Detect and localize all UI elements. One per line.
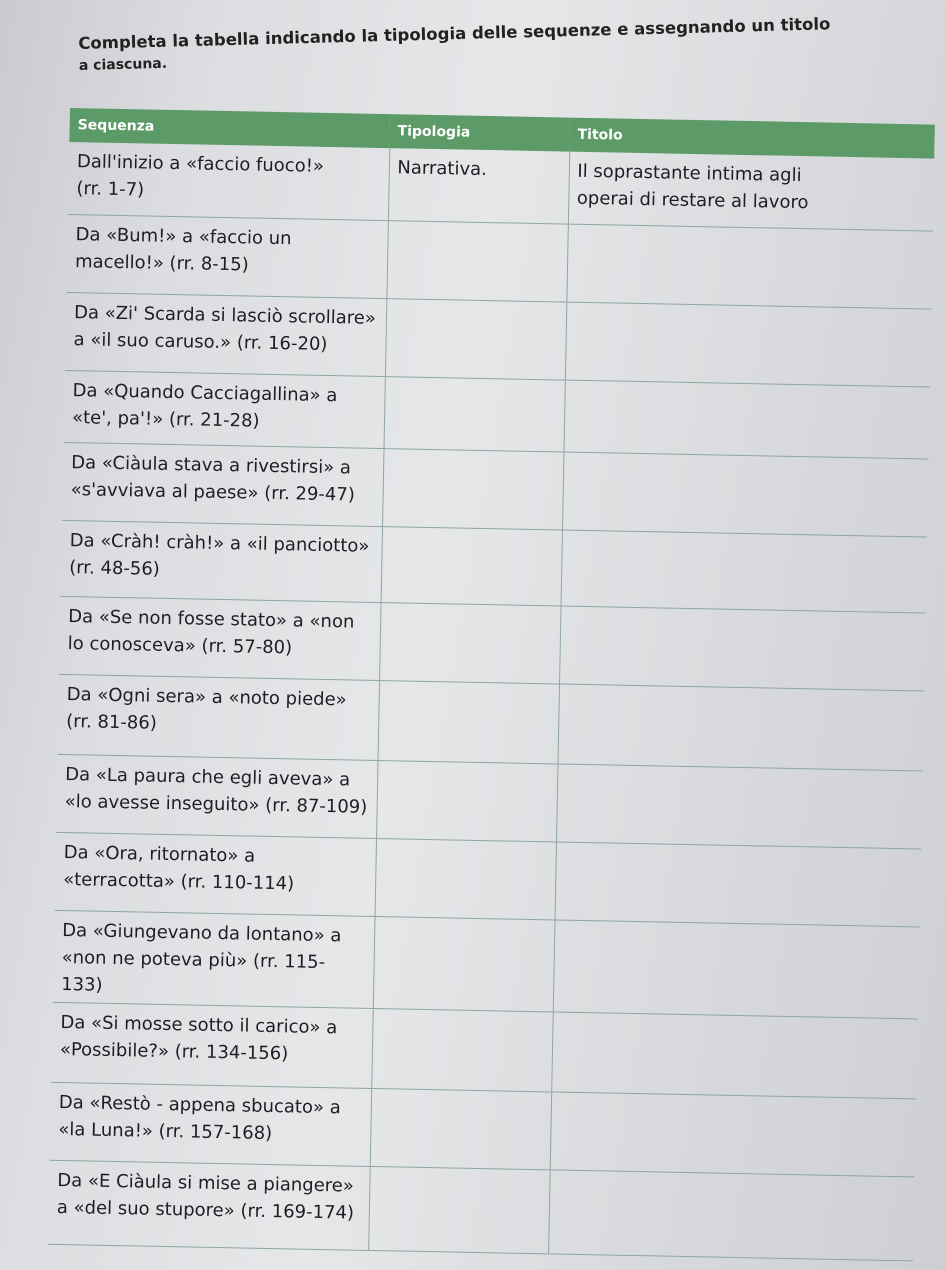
instruction-line-2: a ciascuna. xyxy=(78,55,168,74)
sequence-text: Da «Cràh! cràh!» a «il panciotto» (rr. 48-56) xyxy=(68,529,370,580)
sequence-table xyxy=(48,108,935,1261)
header-tipologia: Tipologia xyxy=(389,114,570,151)
sequence-text: Dall'inizio a «faccio fuoco!» (rr. 1-7) xyxy=(76,151,325,201)
cell-sequenza xyxy=(51,1002,372,1088)
cell-sequenza xyxy=(68,142,389,220)
titolo-text xyxy=(563,926,911,933)
titolo-text: Il soprastante intima agli operai di restare al lavoro xyxy=(576,160,809,214)
titolo-text xyxy=(564,848,912,855)
titolo-text xyxy=(570,536,918,543)
cell-titolo[interactable] xyxy=(551,1011,917,1098)
tipologia-text xyxy=(383,923,546,926)
cell-tipologia[interactable] xyxy=(388,148,569,223)
tipologia-text xyxy=(386,767,549,770)
cell-sequenza xyxy=(66,214,387,298)
tipologia-text xyxy=(381,1015,544,1018)
cell-titolo[interactable] xyxy=(553,919,920,1018)
cell-titolo[interactable] xyxy=(550,1091,916,1176)
titolo-text xyxy=(576,230,924,237)
titolo-text xyxy=(566,770,914,777)
cell-titolo[interactable] xyxy=(558,683,924,770)
cell-titolo[interactable] xyxy=(563,380,929,459)
cell-sequenza xyxy=(50,1082,371,1166)
sequence-text: Da «La paura che egli aveva» a «lo avesse inseguito» (rr. 87-109) xyxy=(64,763,368,818)
cell-sequenza xyxy=(65,292,386,376)
cell-sequenza xyxy=(55,832,376,916)
cell-sequenza xyxy=(64,370,385,448)
cell-sequenza xyxy=(53,910,375,1008)
sequence-text: Da «Restò - appena sbucato» a «la Luna!» (rr. 157-168) xyxy=(58,1091,341,1144)
cell-sequenza xyxy=(48,1160,370,1250)
cell-titolo[interactable] xyxy=(559,606,925,691)
sequence-text: Da «Quando Cacciagallina» a «te', pa'!» (rr. 21-28) xyxy=(71,379,338,432)
cell-titolo[interactable] xyxy=(556,763,922,848)
cell-tipologia[interactable] xyxy=(376,760,557,841)
table-body xyxy=(48,142,934,1260)
cell-titolo[interactable] xyxy=(548,1169,915,1260)
tipologia-text xyxy=(393,383,556,386)
titolo-text xyxy=(572,458,920,465)
cell-sequenza xyxy=(59,596,380,680)
tipologia-text xyxy=(378,1173,541,1176)
cell-tipologia[interactable] xyxy=(373,916,555,1011)
sequence-text: Da «Si mosse sotto il carico» a «Possibile?» (rr. 134-156) xyxy=(59,1011,338,1064)
cell-tipologia[interactable] xyxy=(386,220,567,301)
cell-sequenza xyxy=(56,754,377,838)
sequence-text: Da «Ciàula stava a rivestirsi» a «s'avviava al paese» (rr. 29-47) xyxy=(70,451,356,506)
sequence-text: Da «E Ciàula si mise a piangere» a «del suo stupore» (rr. 169-174) xyxy=(56,1169,355,1224)
cell-tipologia[interactable] xyxy=(370,1088,551,1169)
titolo-text xyxy=(569,612,917,619)
cell-titolo[interactable] xyxy=(568,152,934,231)
cell-tipologia[interactable] xyxy=(379,602,560,683)
tipologia-text xyxy=(380,1095,543,1098)
titolo-text xyxy=(560,1098,908,1105)
sequence-text: Da «Ora, ritornato» a «terracotta» (rr. 110-114) xyxy=(62,841,295,894)
tipologia-text xyxy=(396,227,559,230)
cell-tipologia[interactable] xyxy=(371,1008,553,1091)
cell-tipologia[interactable] xyxy=(385,298,566,379)
tipologia-text xyxy=(395,305,558,308)
header-sequenza: Sequenza xyxy=(69,108,390,148)
cell-titolo[interactable] xyxy=(561,530,927,613)
cell-titolo[interactable] xyxy=(566,224,932,309)
sequence-text: Da «Giungevano da lontano» a «non ne poteva più» (rr. 115-133) xyxy=(60,919,342,996)
tipologia-text xyxy=(390,533,553,536)
titolo-text xyxy=(567,690,915,697)
cell-tipologia[interactable] xyxy=(384,376,565,451)
tipologia-text xyxy=(392,455,555,458)
cell-tipologia[interactable] xyxy=(381,526,562,605)
titolo-text xyxy=(575,308,923,315)
titolo-text xyxy=(558,1176,906,1183)
sequence-text: Da «Bum!» a «faccio un macello!» (rr. 8-15) xyxy=(74,223,292,275)
instruction-line-1: Completa la tabella indicando la tipologia delle sequenze e assegnando un titolo xyxy=(78,14,831,53)
sequence-text: Da «Zi' Scarda si lasciò scrollare» a «il suo caruso.» (rr. 16-20) xyxy=(73,301,377,355)
cell-tipologia[interactable] xyxy=(378,680,560,763)
cell-tipologia[interactable] xyxy=(368,1166,550,1253)
titolo-text xyxy=(561,1018,909,1025)
table-row xyxy=(53,910,920,1019)
cell-titolo[interactable] xyxy=(565,302,931,387)
tipologia-text xyxy=(389,609,552,612)
sequence-text: Da «Ogni sera» a «noto piede» (rr. 81-86) xyxy=(66,683,347,734)
titolo-text xyxy=(573,386,921,393)
cell-titolo[interactable] xyxy=(562,452,928,537)
cell-tipologia[interactable] xyxy=(382,448,563,529)
cell-tipologia[interactable] xyxy=(375,838,556,919)
exercise-instruction xyxy=(78,11,879,76)
header-titolo: Titolo xyxy=(569,118,935,159)
cell-titolo[interactable] xyxy=(555,841,921,926)
tipologia-text xyxy=(384,845,547,848)
cell-sequenza xyxy=(62,442,383,526)
cell-sequenza xyxy=(61,520,382,602)
cell-sequenza xyxy=(58,674,379,760)
sequence-text: Da «Se non fosse stato» a «non lo conosceva» (rr. 57-80) xyxy=(67,605,355,658)
tipologia-text: Narrativa. xyxy=(397,157,488,181)
tipologia-text xyxy=(387,687,550,690)
table-row xyxy=(48,1160,914,1261)
